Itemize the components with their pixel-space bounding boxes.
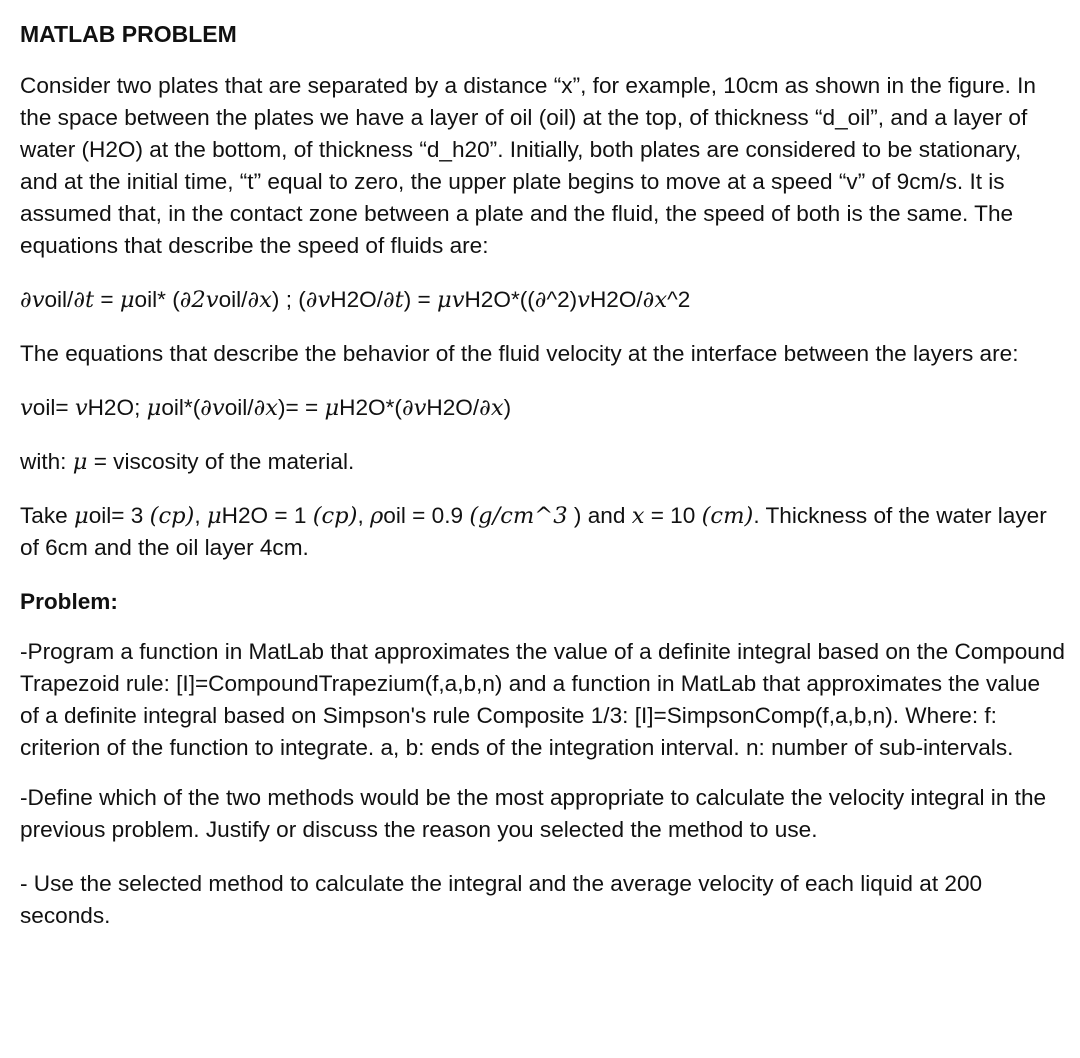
task-choose-method: -Define which of the two methods would be the most appropriate to calculate the velocity integral in the previous problem. Justify or discuss the reason you selected the method to use. bbox=[20, 785, 1047, 842]
intro-paragraph: Consider two plates that are separated by a distance “x”, for example, 10cm as shown in the figure. In the space between the plates we have a layer of oil (oil) at the top, of thickness “d_oil”, and a layer of water (H2O) at the bottom, of thickness “d_h20”. Initially, both plates are considered to be stationary, and at the initial time, “t” equal to zero, the upper plate begins to move at a speed “v” of 9cm/s. It is assumed that, in the contact zone between a plate and the fluid, the speed of both is the same. The equations that describe the speed of fluids are: bbox=[20, 73, 1036, 258]
interface-paragraph: The equations that describe the behavior of the fluid velocity at the interface between the layers are: bbox=[20, 341, 1019, 366]
page-title: MATLAB PROBLEM bbox=[20, 21, 237, 47]
viscosity-definition: with: μ = viscosity of the material. bbox=[20, 449, 355, 475]
document-page bbox=[20, 18, 1065, 954]
task-program-functions: -Program a function in MatLab that approximates the value of a definite integral based on the Compound Trapezoid rule: [I]=CompoundTrapezium(f,a,b,n) and a function in MatLab that approximates the value of a definite integral based on Simpson's rule Composite 1/3: [I]=SimpsonComp(f,a,b,n). Where: f: criterion of the function to integrate. a, b: ends of the integration interval. n: number of sub-intervals. bbox=[20, 639, 1065, 760]
fluid-speed-equations: ∂voil/∂t = μoil* (∂2voil/∂x) ; (∂vH2O/∂t) = μvH2O*((∂^2)vH2O/∂x^2 bbox=[20, 287, 691, 313]
given-values-paragraph: Take μoil= 3 (cp), μH2O = 1 (cp), ρoil = 0.9 (g/cm^3 ) and x = 10 (cm). Thickness of the water layer of 6cm and the oil layer 4cm. bbox=[20, 503, 1047, 560]
interface-equations: voil= vH2O; μoil*(∂voil/∂x)= = μH2O*(∂vH2O/∂x) bbox=[20, 395, 512, 421]
task-compute-velocity: - Use the selected method to calculate the integral and the average velocity of each liquid at 200 seconds. bbox=[20, 871, 983, 928]
problem-heading: Problem: bbox=[20, 589, 118, 614]
